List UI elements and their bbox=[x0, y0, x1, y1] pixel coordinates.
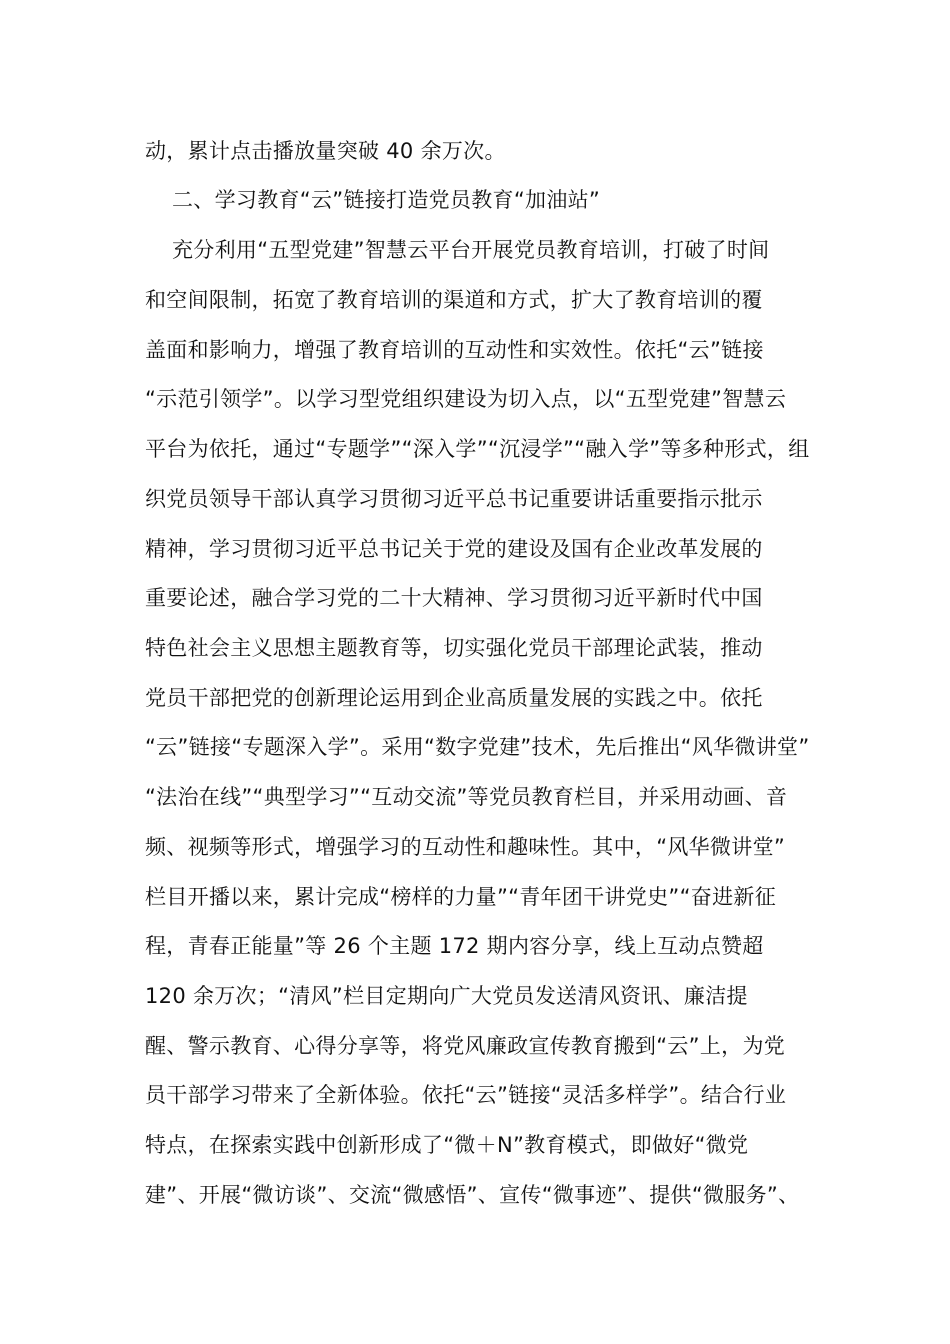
text-line-8: 织党员领导干部认真学习贯彻习近平总书记重要讲话重要指示批示 bbox=[145, 487, 763, 511]
text-line-7: 平台为依托，通过“专题学”“深入学”“沉浸学”“融入学”等多种形式，组 bbox=[145, 437, 810, 461]
text-line-12: 党员干部把党的创新理论运用到企业高质量发展的实践之中。依托 bbox=[145, 686, 763, 710]
text-line-6: “示范引领学”。以学习型党组织建设为切入点，以“五型党建”智慧云 bbox=[145, 387, 787, 411]
text-line-9: 精神，学习贯彻习近平总书记关于党的建设及国有企业改革发展的 bbox=[145, 537, 763, 561]
text-line-3: 充分利用“五型党建”智慧云平台开展党员教育培训，打破了时间 bbox=[172, 238, 770, 262]
text-line-18: 120 余万次；“清风”栏目定期向广大党员发送清风资讯、廉洁提 bbox=[145, 984, 748, 1008]
text-line-20: 员干部学习带来了全新体验。依托“云”链接“灵活多样学”。结合行业 bbox=[145, 1083, 787, 1107]
text-line-16: 栏目开播以来，累计完成“榜样的力量”“青年团干讲党史”“奋进新征 bbox=[145, 885, 776, 909]
text-line-4: 和空间限制，拓宽了教育培训的渠道和方式，扩大了教育培训的覆 bbox=[145, 288, 763, 312]
text-line-13: “云”链接“专题深入学”。采用“数字党建”技术，先后推出“风华微讲堂” bbox=[145, 735, 810, 759]
text-line-10: 重要论述，融合学习党的二十大精神、学习贯彻习近平新时代中国 bbox=[145, 586, 763, 610]
text-line-22: 建”、开展“微访谈”、交流“微感悟”、宣传“微事迹”、提供“微服务”、 bbox=[145, 1183, 800, 1207]
text-line-11: 特色社会主义思想主题教育等，切实强化党员干部理论武装，推动 bbox=[145, 636, 763, 660]
text-line-17: 程，青春正能量”等 26 个主题 172 期内容分享，线上互动点赞超 bbox=[145, 934, 764, 958]
text-line-21: 特点，在探索实践中创新形成了“微＋N”教育模式，即做好“微党 bbox=[145, 1133, 749, 1157]
text-line-1: 动，累计点击播放量突破 40 余万次。 bbox=[145, 139, 506, 163]
text-line-5: 盖面和影响力，增强了教育培训的互动性和实效性。依托“云”链接 bbox=[145, 338, 764, 362]
text-line-14: “法治在线”“典型学习”“互动交流”等党员教育栏目，并采用动画、音 bbox=[145, 785, 788, 809]
section-heading: 二、学习教育“云”链接打造党员教育“加油站” bbox=[172, 188, 601, 212]
text-line-19: 醒、警示教育、心得分享等，将党风廉政宣传教育搬到“云”上，为党 bbox=[145, 1034, 786, 1058]
text-line-15: 频、视频等形式，增强学习的互动性和趣味性。其中，“风华微讲堂” bbox=[145, 835, 786, 859]
